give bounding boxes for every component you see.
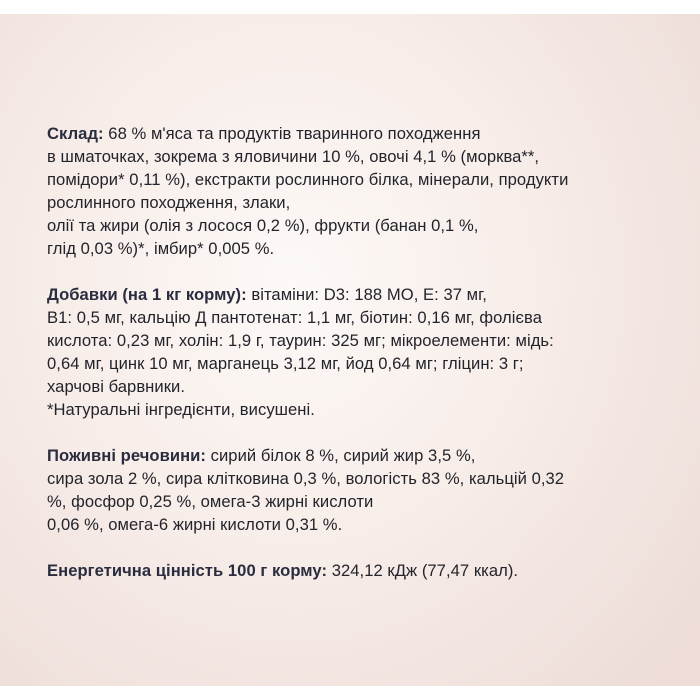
- additives-text: вітаміни: D3: 188 МО, E: 37 мг,: [246, 285, 487, 304]
- energy-heading: Енергетична цінність 100 г корму:: [47, 561, 328, 580]
- additives-line-3: кислота: 0,23 мг, холін: 1,9 г, таурин: 325 мг; мікроелементи: мідь:: [47, 331, 554, 350]
- additives-heading: Добавки (на 1 кг корму):: [47, 285, 247, 304]
- energy-text: 324,12 кДж (77,47 ккал).: [327, 561, 519, 580]
- label-image: [0, 14, 700, 686]
- composition-line-6: глід 0,03 %)*, імбир* 0,005 %.: [47, 239, 275, 258]
- nutrients-section: [47, 444, 667, 536]
- nutrients-line-4: 0,06 %, омега-6 жирні кислоти 0,31 %.: [47, 515, 343, 534]
- composition-line-5: олії та жири (олія з лосося 0,2 %), фрукти (банан 0,1 %,: [47, 216, 479, 235]
- energy-section: [47, 559, 667, 582]
- product-composition-text: [47, 122, 667, 582]
- nutrients-line-1: [47, 444, 667, 467]
- nutrients-text: сирий білок 8 %, сирий жир 3,5 %,: [205, 446, 476, 465]
- nutrients-line-3: %, фосфор 0,25 %, омега-3 жирні кислоти: [47, 492, 374, 511]
- additives-line-5: харчові барвники.: [47, 377, 186, 396]
- composition-line-1: [47, 122, 667, 145]
- additives-section: [47, 283, 667, 421]
- additives-line-2: B1: 0,5 мг, кальцію Д пантотенат: 1,1 мг, біотин: 0,16 мг, фолієва: [47, 308, 542, 327]
- nutrients-heading: Поживні речовини:: [47, 446, 206, 465]
- nutrients-line-2: сира зола 2 %, сира клітковина 0,3 %, вологість 83 %, кальцій 0,32: [47, 469, 565, 488]
- energy-line: [47, 559, 667, 582]
- composition-line-3: помідори* 0,11 %), екстракти рослинного білка, мінерали, продукти: [47, 170, 569, 189]
- composition-line-2: в шматочках, зокрема з яловичини 10 %, овочі 4,1 % (морква**,: [47, 147, 540, 166]
- composition-section: [47, 122, 667, 260]
- composition-heading: Склад:: [47, 124, 104, 143]
- composition-text: 68 % м'яса та продуктів тваринного походження: [103, 124, 481, 143]
- additives-footnote: *Натуральні інгредієнти, висушені.: [47, 400, 315, 419]
- additives-line-1: [47, 283, 667, 306]
- composition-line-4: рослинного походження, злаки,: [47, 193, 291, 212]
- additives-line-4: 0,64 мг, цинк 10 мг, марганець 3,12 мг, йод 0,64 мг; гліцин: 3 г;: [47, 354, 524, 373]
